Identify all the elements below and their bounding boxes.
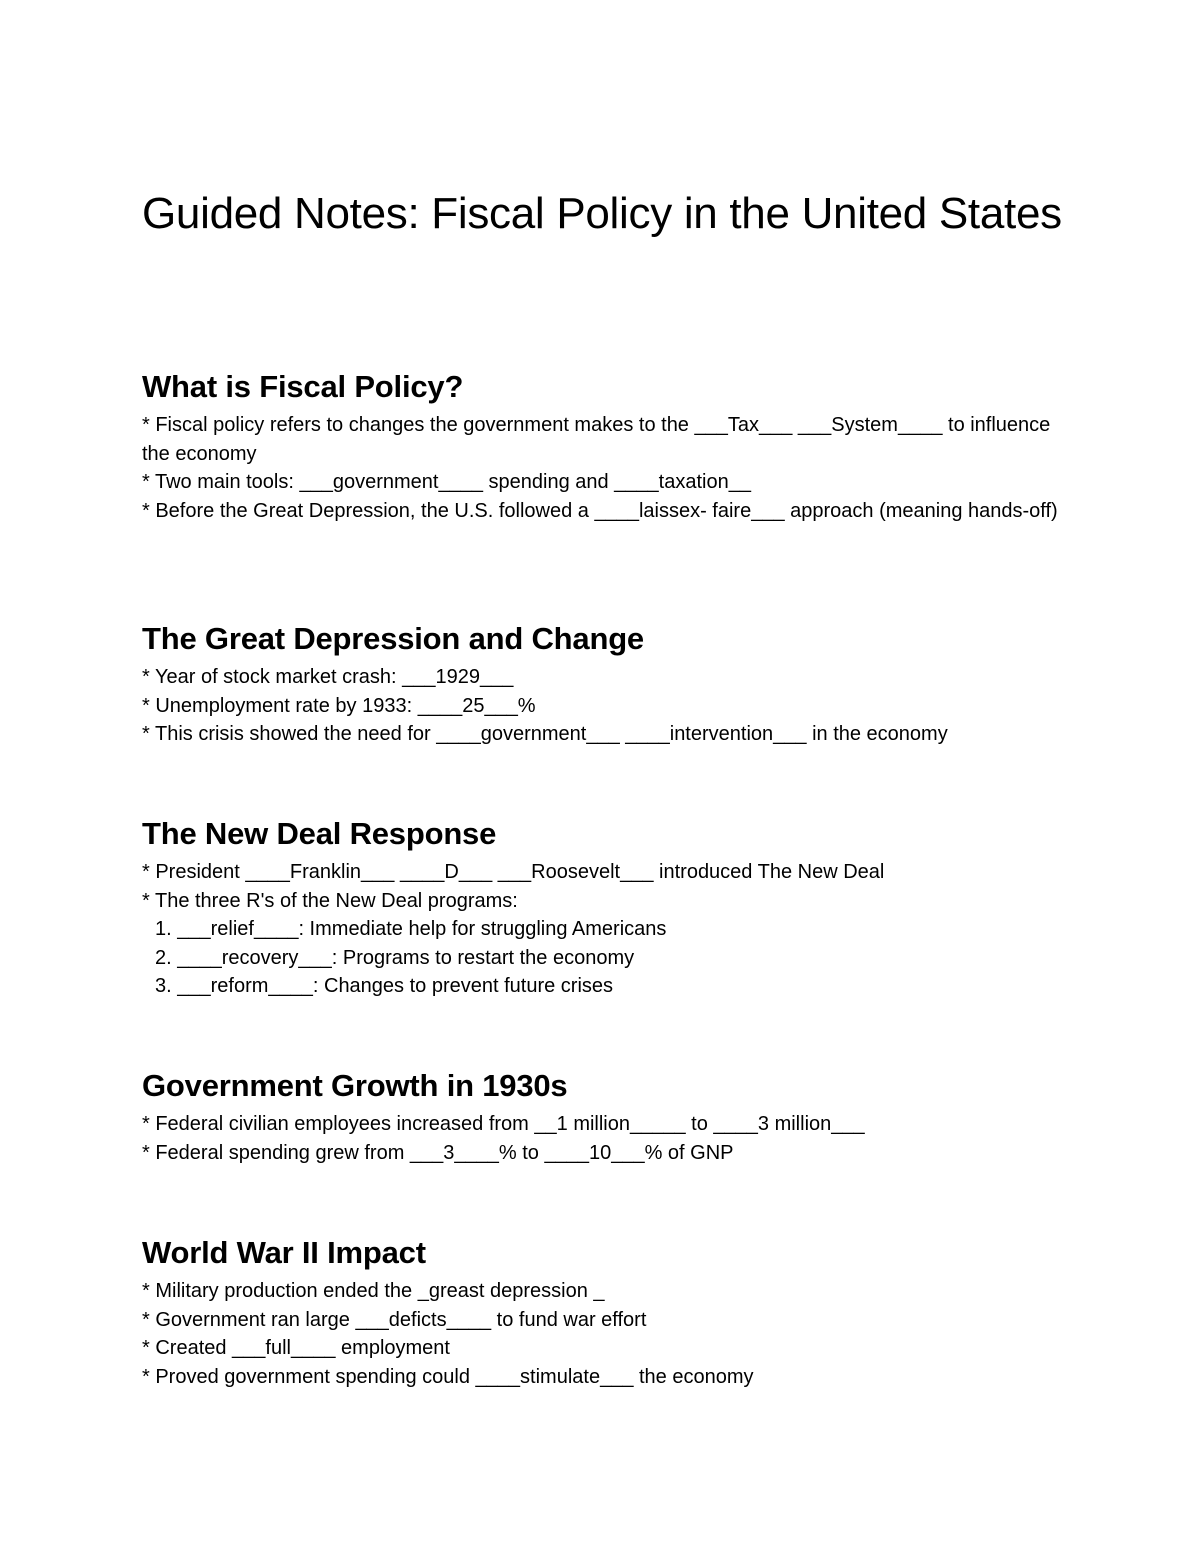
numbered-item: 2. ____recovery___: Programs to restart the economy	[155, 946, 635, 969]
note-line: * Before the Great Depression, the U.S. followed a ____laissex- faire___ approach (meaning hands-off)	[142, 499, 1058, 522]
note-line: * Two main tools: ___government____ spending and ____taxation__	[142, 471, 751, 493]
note-line: * Created ___full____ employment	[142, 1337, 450, 1359]
note-line: * Unemployment rate by 1933: ____25___%	[142, 694, 536, 717]
note-line: * Federal civilian employees increased from __1 million_____ to ____3 million___	[142, 1113, 865, 1135]
note-line: * This crisis showed the need for ____government___ ____intervention___ in the economy	[142, 723, 948, 745]
note-line: * Military production ended the _greast depression _	[142, 1280, 605, 1302]
numbered-item: 3. ___reform____: Changes to prevent future crises	[155, 975, 614, 997]
note-line: * Year of stock market crash: ___1929___	[142, 666, 514, 688]
note-line: * Federal spending grew from ___3____% to ____10___% of GNP	[142, 1141, 734, 1164]
document-title: Guided Notes: Fiscal Policy in the United States	[142, 189, 1062, 238]
note-line: * Fiscal policy refers to changes the government makes to the ___Tax___ ___System____ to influence the economy	[142, 414, 1056, 465]
note-line: * Government ran large ___deficts____ to fund war effort	[142, 1308, 647, 1331]
note-line: * The three R's of the New Deal programs:	[142, 889, 518, 912]
section-what-is-fiscal-policy	[142, 367, 1072, 525]
section-new-deal	[142, 814, 1072, 1001]
section-heading: Government Growth in 1930s	[142, 1068, 568, 1103]
section-heading: World War II Impact	[142, 1235, 426, 1270]
note-line: * President ____Franklin___ ____D___ ___Roosevelt___ introduced The New Deal	[142, 861, 885, 883]
section-great-depression	[142, 619, 1072, 749]
section-heading: The New Deal Response	[142, 816, 497, 851]
section-heading: What is Fiscal Policy?	[142, 369, 464, 404]
section-world-war-ii	[142, 1233, 1072, 1391]
numbered-item: 1. ___relief____: Immediate help for struggling Americans	[155, 918, 667, 940]
section-government-growth	[142, 1066, 1072, 1167]
note-line: * Proved government spending could ____stimulate___ the economy	[142, 1365, 754, 1388]
section-heading: The Great Depression and Change	[142, 621, 644, 656]
